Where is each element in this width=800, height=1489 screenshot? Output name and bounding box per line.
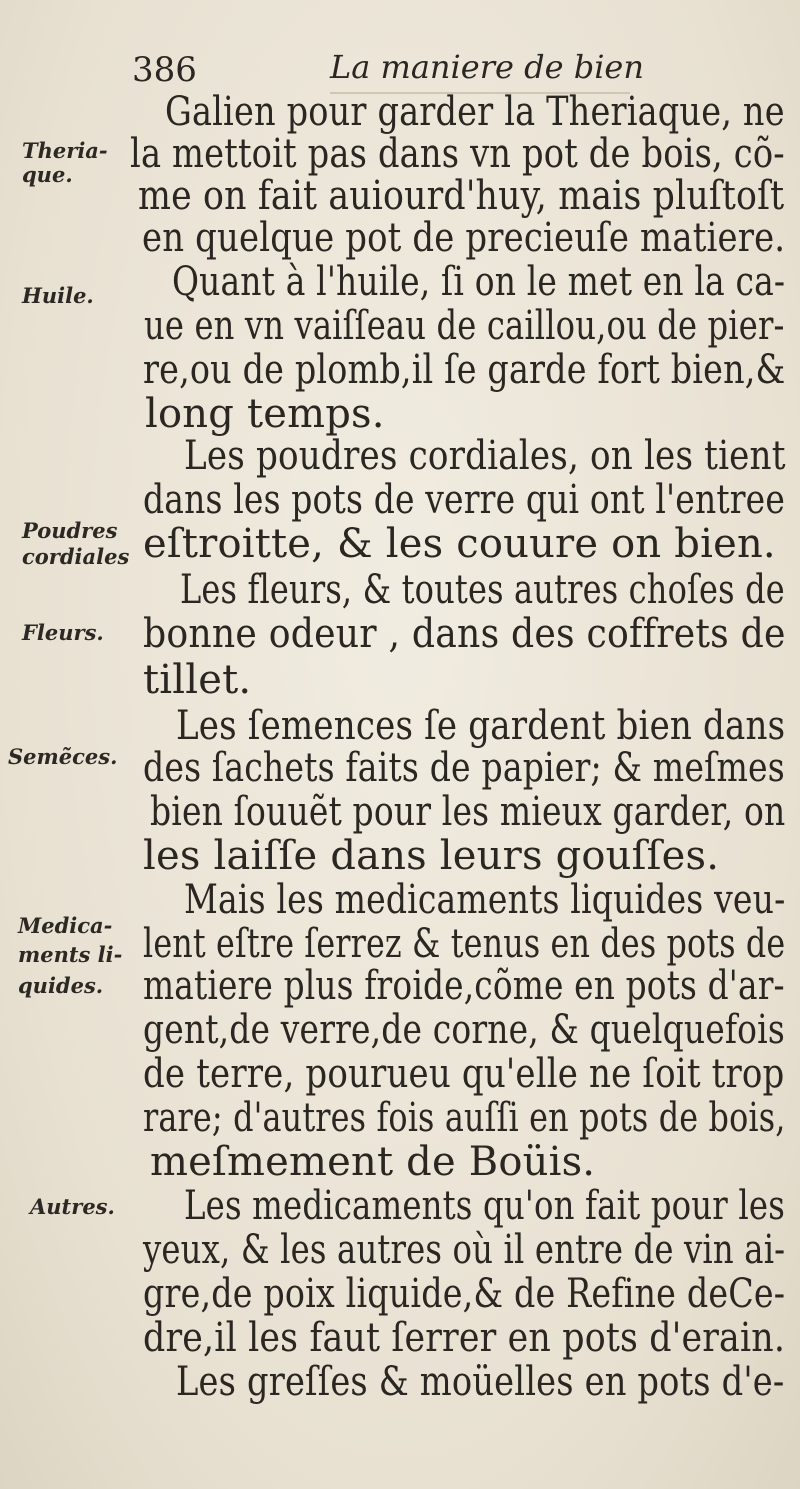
text-line: Quant à l'huile, ſi on le met en la ca-: [172, 259, 786, 305]
text-line: bien ſouuẽt pour les mieux garder, on: [150, 789, 786, 835]
margin-note-medicaments-1: Medica-: [18, 913, 113, 938]
text-line: lent eſtre ſerrez & tenus en des pots de: [143, 921, 786, 967]
text-line: gre,de poix liquide,& de Refine deCe-: [143, 1271, 786, 1317]
margin-note-medicaments-3: quides.: [18, 973, 104, 998]
text-line: bonne odeur , dans des coffrets de: [143, 611, 786, 657]
text-line: Les greſſes & moüelles en pots d'e-: [176, 1359, 785, 1405]
text-line: Mais les medicaments liquides veu-: [184, 877, 786, 923]
text-line: Les poudres cordiales, on les tient: [184, 433, 786, 479]
text-line: en quelque pot de precieuſe matiere.: [142, 215, 786, 261]
text-line: gent,de verre,de corne, & quelquefois: [143, 1007, 785, 1053]
text-line: des ſachets faits de papier; & meſmes: [143, 745, 785, 791]
text-line: meſmement de Boüis.: [150, 1139, 596, 1185]
margin-note-autres: Autres.: [30, 1194, 115, 1219]
text-line: dre,il les faut ſerrer en pots d'erain.: [143, 1315, 786, 1361]
text-line: la mettoit pas dans vn pot de bois, cõ-: [130, 131, 785, 177]
margin-note-poudres-1: Poudres: [22, 518, 118, 543]
text-line: Les medicaments qu'on fait pour les: [184, 1183, 785, 1229]
text-line: les laiſſe dans leurs gouſſes.: [143, 833, 720, 879]
text-line: Les ſemences ſe gardent bien dans: [176, 703, 786, 749]
text-line: long temps.: [145, 391, 385, 437]
text-line: re,ou de plomb,il ſe garde fort bien,&: [143, 347, 786, 393]
margin-note-fleurs: Fleurs.: [22, 620, 104, 645]
text-line: Les fleurs, & toutes autres choſes de: [180, 567, 785, 613]
text-line: matiere plus froide,cõme en pots d'ar-: [143, 963, 785, 1009]
text-line: tillet.: [143, 657, 252, 703]
text-line: ue en vn vaiſſeau de caillou,ou de pier-: [144, 303, 785, 349]
margin-note-huile: Huile.: [22, 283, 94, 308]
page-number: 386: [132, 50, 197, 90]
text-line: me on fait auiourd'huy, mais pluſtoſt: [138, 173, 785, 219]
margin-note-theriaque-2: que.: [22, 162, 73, 187]
text-line: rare; d'autres fois auſſi en pots de bois,: [143, 1095, 786, 1141]
text-line: yeux, & les autres où il entre de vin ai-: [143, 1227, 786, 1273]
text-line: dans les pots de verre qui ont l'entree: [143, 477, 786, 523]
text-line: Galien pour garder la Theriaque, ne: [165, 89, 785, 135]
margin-note-theriaque-1: Theria-: [22, 138, 108, 163]
running-title: La maniere de bien: [330, 48, 644, 86]
margin-note-medicaments-2: ments li-: [18, 942, 123, 967]
margin-note-poudres-2: cordiales: [22, 544, 130, 569]
margin-note-semences: Semẽces.: [8, 744, 118, 769]
text-line: eſtroitte, & les couure on bien.: [143, 521, 776, 567]
text-line: de terre, pourueu qu'elle ne ſoit trop: [143, 1051, 785, 1097]
